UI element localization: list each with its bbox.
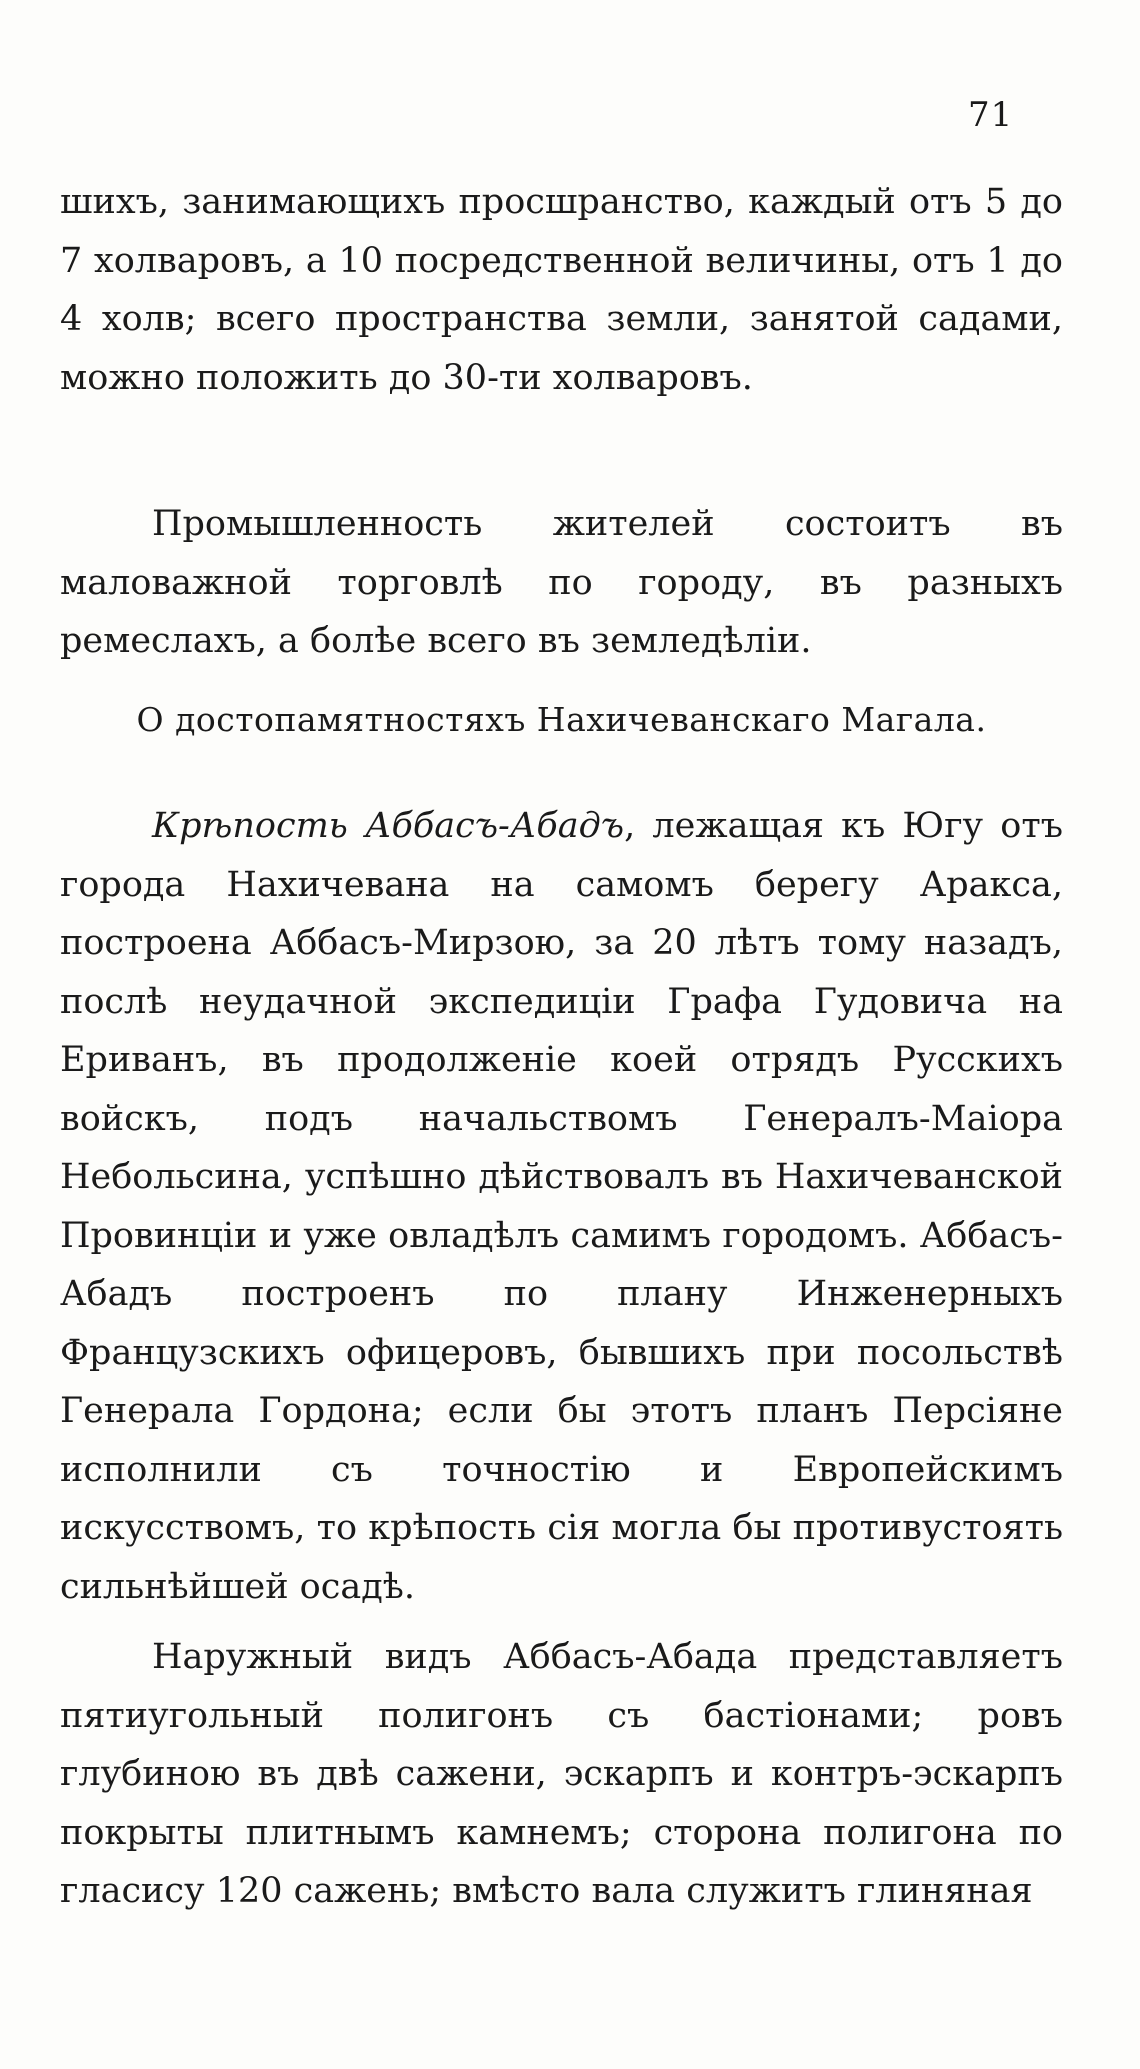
section-heading: О достопамятностяхъ Нахичеванскаго Магала. [136, 700, 987, 739]
paragraph-exterior-text: Наружный видъ Аббасъ-Абада представляетъ пятиугольный полигонъ съ бастiонами; ровъ глубиною въ двѣ сажени, эскарпъ и контръ-эскарпъ покрыты плитнымъ камнемъ; сторона полигона по гласису 120 сажень; вмѣсто вала служитъ глиняная [60, 1637, 1063, 1911]
paragraph-fortress [60, 797, 1063, 1616]
paragraph-industry [60, 495, 1063, 671]
paragraph-exterior [60, 1628, 1063, 1921]
paragraph-gardens-text: шихъ, занимающихъ просшранство, каждый отъ 5 до 7 холваровъ, а 10 посредственной величины, отъ 1 до 4 холв; всего пространства земли, занятой садами, можно положить до 30-ти холваровъ. [60, 182, 1063, 398]
page-number: 71 [968, 95, 1014, 135]
paragraph-fortress-text: , лежащая къ Югу отъ города Нахичевана на самомъ берегу Аракса, построена Аббасъ-Мирзою, за 20 лѣтъ тому назадъ, послѣ неудачной экспедицiи Графа Гудовича на Ериванъ, въ продолженiе коей отрядъ Русскихъ войскъ, подъ начальствомъ Генералъ-Маiора Небольсина, успѣшно дѣйствовалъ въ Нахичеванской Провинцiи и уже овладѣлъ самимъ городомъ. Аббасъ-Абадъ построенъ по плану Инженерныхъ Французскихъ офицеровъ, бывшихъ при посольствѣ Генерала Гордона; если бы этотъ планъ Персiяне исполнили съ точностiю и Европейскимъ искусствомъ, то крѣпость сiя могла бы противустоять сильнѣйшей осадѣ. [60, 806, 1064, 1607]
paragraph-gardens [60, 173, 1063, 407]
fortress-italic-lead: Крѣпость Аббасъ-Абадъ [152, 806, 625, 846]
paragraph-industry-text: Промышленность жителей состоитъ въ маловажной торговлѣ по городу, въ разныхъ ремеслахъ, а болѣе всего въ земледѣлiи. [60, 504, 1063, 661]
